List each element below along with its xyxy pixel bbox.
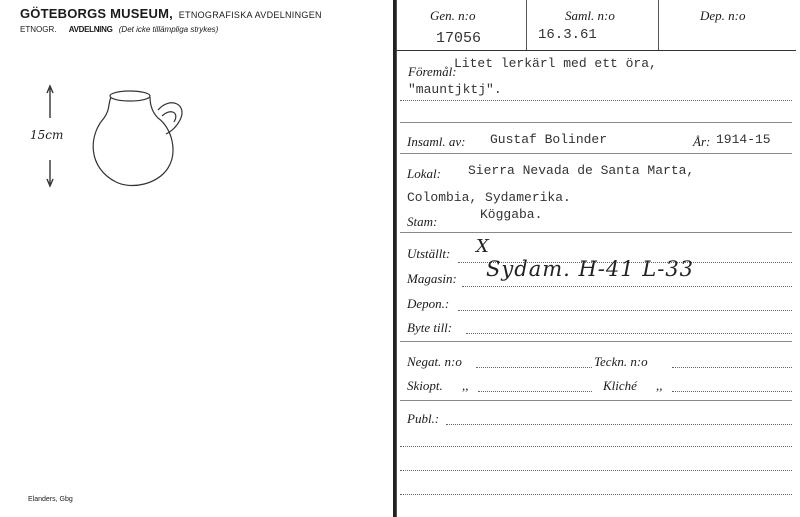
etnogr-label: ETNOGR. xyxy=(20,25,57,34)
numbers-row-bottom xyxy=(396,50,796,51)
header-subline xyxy=(20,25,218,34)
publ-dotline-4 xyxy=(400,494,792,495)
foremal-label: Föremål: xyxy=(408,64,457,79)
teckn-label: Teckn. n:o xyxy=(594,354,648,369)
lokal-line1: Sierra Nevada de Santa Marta, xyxy=(468,163,695,178)
lokal-label: Lokal: xyxy=(407,166,441,181)
byte-dotline xyxy=(466,333,792,334)
insaml-label: Insaml. av: xyxy=(407,134,466,149)
skiopt-label: Skiopt. xyxy=(407,378,443,393)
gen-value: 17056 xyxy=(436,30,482,47)
strike-note: (Det icke tillämpliga strykes) xyxy=(118,25,219,34)
department-code: AVDELNING xyxy=(68,25,113,34)
foremal-dotline xyxy=(400,100,792,101)
foremal-line1: Litet lerkärl med ett öra, xyxy=(454,56,657,71)
stam-label: Stam: xyxy=(407,214,438,229)
magasin-value: Sydam. H-41 L-33 xyxy=(486,257,695,281)
ar-label: År: xyxy=(693,134,711,149)
insaml-value: Gustaf Bolinder xyxy=(490,132,608,147)
utstallt-mark: X xyxy=(476,236,489,257)
magasin-dotline xyxy=(462,286,792,287)
byte-rule xyxy=(400,341,792,342)
ar-value: 1914-15 xyxy=(716,132,771,147)
saml-value: 16.3.61 xyxy=(538,27,597,43)
stam-value: Köggaba. xyxy=(480,207,543,222)
kliche-label: Kliché xyxy=(603,378,637,393)
insaml-rule xyxy=(400,153,792,154)
dep-label: Dep. n:o xyxy=(700,8,746,23)
numbers-divider-1 xyxy=(526,0,527,50)
publ-label: Publ.: xyxy=(407,411,440,426)
card-border-inner xyxy=(396,0,397,517)
lokal-line2: Colombia, Sydamerika. xyxy=(407,190,571,205)
foremal-rule xyxy=(400,122,792,123)
museum-name: GÖTEBORGS MUSEUM, xyxy=(20,6,173,21)
museum-header xyxy=(20,6,322,21)
byte-label: Byte till: xyxy=(407,320,453,335)
gen-label: Gen. n:o xyxy=(430,8,476,23)
numbers-divider-2 xyxy=(658,0,659,50)
negat-label: Negat. n:o xyxy=(407,354,462,369)
skiopt-dotline xyxy=(478,391,592,392)
foremal-line2: "mauntjktj". xyxy=(408,82,502,97)
kliche-ditto: ,, xyxy=(656,378,663,393)
negat-dotline xyxy=(476,367,592,368)
depon-label: Depon.: xyxy=(407,296,450,311)
publ-dotline-3 xyxy=(400,470,792,471)
skiopt-rule xyxy=(400,400,792,401)
depon-dotline xyxy=(458,310,792,311)
teckn-dotline xyxy=(672,367,792,368)
publ-dotline-1 xyxy=(446,424,792,425)
department-name: ETNOGRAFISKA AVDELNINGEN xyxy=(178,10,322,20)
jug-drawing xyxy=(93,91,182,186)
utstallt-label: Utställt: xyxy=(407,246,451,261)
publ-dotline-2 xyxy=(400,446,792,447)
skiopt-ditto: ,, xyxy=(462,378,469,393)
printer-mark: Elanders, Gbg xyxy=(28,496,73,503)
saml-label: Saml. n:o xyxy=(565,8,615,23)
magasin-label: Magasin: xyxy=(407,271,457,286)
kliche-dotline xyxy=(672,391,792,392)
size-annotation: 15cm xyxy=(30,128,64,142)
lokal-rule xyxy=(400,232,792,233)
